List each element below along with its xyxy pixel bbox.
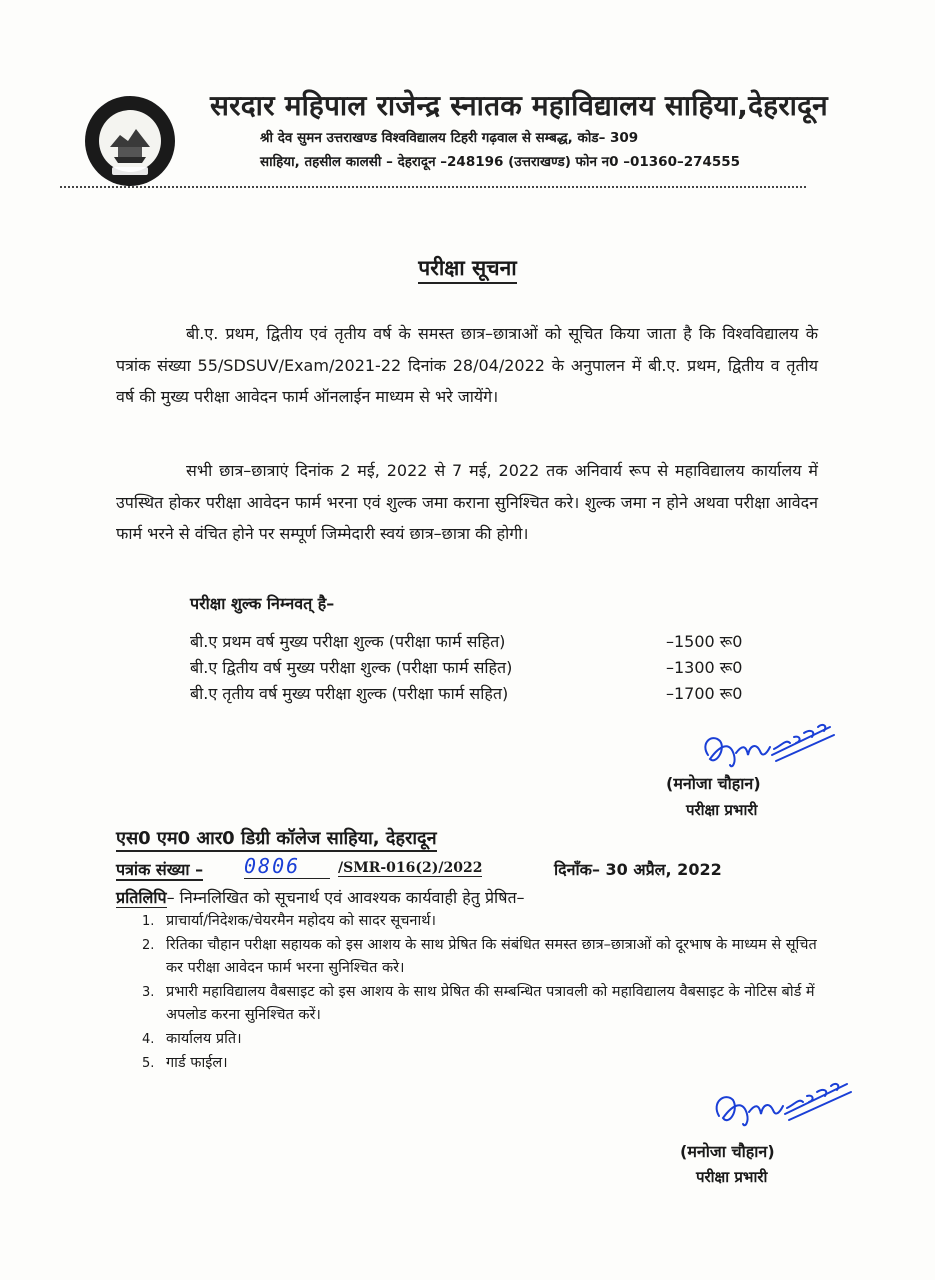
college-logo: [84, 95, 176, 187]
copy-label: प्रतिलिपि: [116, 888, 167, 907]
dispatch-college: एस0 एम0 आर0 डिग्री कॉलेज साहिया, देहरादून: [116, 826, 437, 850]
fee-amount: –1700 रू0: [666, 684, 743, 703]
notice-title: परीक्षा सूचना: [0, 254, 935, 282]
notice-paragraph-1: बी.ए. प्रथम, द्वितीय एवं तृतीय वर्ष के समस्त छात्र–छात्राओं को सूचित किया जाता है कि विश्वविद्यालय के पत्रांक संख्या 55/SDSUV/Exam/2021-22 दिनांक 28/04/2022 के अनुपालन में बी.ए. प्रथम, द्वितीय व तृतीय वर्ष की मुख्य परीक्षा आवेदन फार्म ऑनलाईन माध्यम से भरे जायेंगे।: [116, 324, 818, 406]
notice-paragraph-2: सभी छात्र–छात्राएं दिनांक 2 मई, 2022 से 7 मई, 2022 तक अनिवार्य रूप से महाविद्यालय कार्यालय में उपस्थित होकर परीक्षा आवेदन फार्म भरना एवं शुल्क जमा कराना सुनिश्चित करे। शुल्क जमा न होने अथवा परीक्षा आवेदन फार्म भरने से वंचित होने पर सम्पूर्ण जिम्मेदारी स्वयं छात्र–छात्रा की होगी।: [116, 461, 818, 543]
distribution-list: [136, 910, 836, 1076]
signatory-role: परीक्षा प्रभारी: [696, 1168, 768, 1186]
reference-line: [116, 854, 796, 884]
list-item: 1. प्राचार्या/निदेशक/चेयरमैन महोदय को सादर सूचनार्थ।: [142, 913, 436, 929]
signatory-name: (मनोजा चौहान): [680, 1142, 775, 1161]
reference-number: 0806: [244, 854, 330, 879]
reference-label: पत्रांक संख्या –: [116, 860, 204, 879]
fee-heading: परीक्षा शुल्क निम्नवत् है–: [190, 594, 335, 613]
copy-text: – निम्नलिखित को सूचनार्थ एवं आवश्यक कार्यवाही हेतु प्रेषित–: [166, 888, 525, 907]
header-divider: [60, 186, 806, 188]
list-item: 3. प्रभारी महाविद्यालय वैबसाइट को इस आशय के साथ प्रेषित की सम्बन्धित पत्रावली को महाविद्यालय वैबसाइट के नोटिस बोर्ड में अपलोड करना सुनिश्चित करें।: [142, 984, 815, 1023]
fee-row: [190, 682, 770, 708]
list-item: 4. कार्यालय प्रति।: [142, 1031, 242, 1047]
fee-row: [190, 630, 770, 656]
fee-amount: –1500 रू0: [666, 632, 743, 651]
signatory-role: परीक्षा प्रभारी: [686, 801, 758, 819]
dispatch-date: दिनाँक– 30 अप्रैल, 2022: [554, 860, 722, 879]
reference-code: /SMR-016(2)/2022: [338, 860, 483, 876]
address-line: साहिया, तहसील कालसी – देहरादून –248196 (उत्तराखण्ड) फोन न0 –01360–274555: [260, 154, 741, 170]
list-item: 2. रितिका चौहान परीक्षा सहायक को इस आशय के साथ प्रेषित कि संबंधित समस्त छात्र–छात्राओं को दूरभाष के माध्यम से सूचित कर परीक्षा आवेदन फार्म भरना सुनिश्चित करे।: [142, 937, 817, 976]
affiliation-line: श्री देव सुमन उत्तराखण्ड विश्वविद्यालय टिहरी गढ़वाल से सम्बद्ध, कोड– 309: [260, 130, 639, 146]
fee-row: [190, 656, 770, 682]
list-item: 5. गार्ड फाईल।: [142, 1055, 228, 1071]
fee-amount: –1300 रू0: [666, 658, 743, 677]
fee-label: बी.ए तृतीय वर्ष मुख्य परीक्षा शुल्क (परीक्षा फार्म सहित): [190, 684, 509, 703]
fee-label: बी.ए द्वितीय वर्ष मुख्य परीक्षा शुल्क (परीक्षा फार्म सहित): [190, 658, 513, 677]
fee-label: बी.ए प्रथम वर्ष मुख्य परीक्षा शुल्क (परीक्षा फार्म सहित): [190, 632, 506, 651]
copy-to-line: [116, 886, 816, 908]
handwritten-signature: [705, 1072, 855, 1144]
signatory-name: (मनोजा चौहान): [666, 774, 761, 793]
college-name: सरदार महिपाल राजेन्द्र स्नातक महाविद्यालय साहिया,देहरादून: [210, 89, 828, 122]
